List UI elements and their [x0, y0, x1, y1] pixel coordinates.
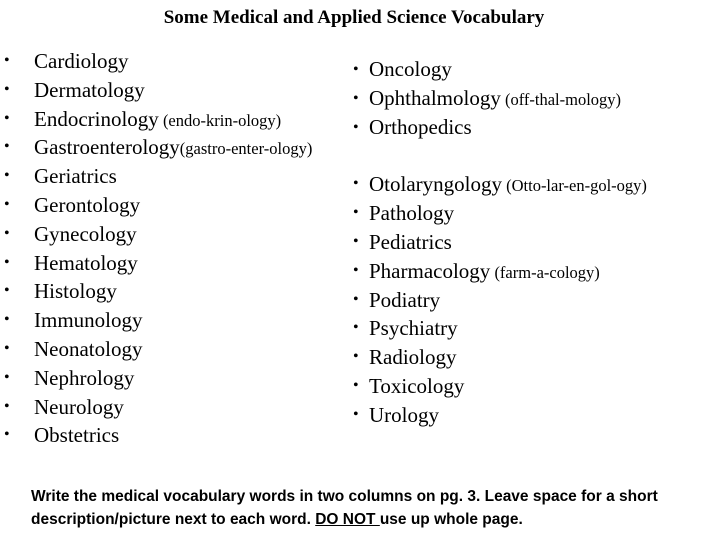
bullet-icon: •	[353, 406, 359, 424]
vocabulary-word	[34, 421, 119, 450]
bullet-icon: •	[353, 290, 359, 308]
pronunciation-hint: (farm-a-cology)	[490, 262, 600, 282]
bullet-icon: •	[4, 339, 10, 357]
word-text: Oncology	[369, 57, 452, 81]
word-text: Geriatrics	[34, 164, 117, 189]
word-text: Psychiatry	[369, 316, 458, 341]
instructions-part1: Write the medical vocabulary words in two columns on pg. 3. Leave space for a short description/picture next to each word.	[31, 488, 658, 528]
bullet-icon: •	[353, 261, 359, 279]
word-text: Histology	[34, 279, 117, 304]
word-text: Toxicology	[369, 374, 465, 399]
vocabulary-word	[34, 277, 117, 306]
pronunciation-hint: (Otto-lar-en-gol-ogy)	[501, 176, 647, 195]
bullet-icon: •	[4, 195, 10, 213]
vocabulary-word	[34, 47, 129, 76]
bullet-icon: •	[4, 138, 10, 156]
instructions-emphasis: DO NOT	[315, 511, 380, 528]
bullet-icon: •	[353, 175, 359, 192]
word-text: Urology	[369, 403, 439, 428]
word-text: Otolaryngology	[369, 172, 502, 196]
bullet-icon: •	[353, 90, 359, 107]
word-text: Pathology	[369, 200, 455, 225]
word-text: Neonatology	[34, 336, 143, 361]
vocabulary-word	[369, 401, 439, 430]
word-text: Pharmacology	[369, 258, 491, 283]
word-text: Dermatology	[34, 77, 145, 102]
vocabulary-word	[34, 306, 143, 335]
bullet-icon: •	[353, 377, 359, 395]
bullet-icon: •	[353, 119, 359, 136]
word-text: Gynecology	[34, 221, 137, 246]
vocabulary-word	[369, 314, 458, 343]
bullet-icon: •	[353, 203, 359, 221]
bullet-icon: •	[4, 368, 10, 386]
instructions-text	[31, 485, 711, 531]
vocabulary-word	[369, 113, 472, 142]
bullet-icon: •	[353, 61, 359, 78]
vocabulary-word	[369, 199, 454, 228]
bullet-icon: •	[4, 224, 10, 242]
vocabulary-word	[369, 372, 464, 401]
vocabulary-word	[369, 343, 457, 372]
page-title: Some Medical and Applied Science Vocabulary	[163, 7, 545, 28]
word-text: Radiology	[369, 345, 457, 370]
word-text: Orthopedics	[369, 115, 472, 139]
word-text: Pediatrics	[369, 229, 452, 254]
pronunciation-hint: (gastro-enter-ology)	[179, 139, 313, 159]
vocabulary-word	[34, 335, 142, 364]
pronunciation-hint: (endo-krin-ology)	[158, 110, 282, 130]
vocabulary-word	[369, 257, 600, 288]
bullet-icon: •	[4, 311, 10, 329]
bullet-icon: •	[353, 319, 359, 337]
vocabulary-word	[369, 286, 440, 315]
bullet-icon: •	[4, 426, 10, 444]
bullet-icon: •	[4, 109, 10, 127]
vocabulary-word	[34, 105, 281, 136]
bullet-icon: •	[4, 80, 10, 98]
word-text: Gastroenterology	[34, 135, 180, 160]
vocabulary-word	[34, 220, 137, 249]
word-text: Podiatry	[369, 287, 441, 312]
bullet-icon: •	[4, 282, 10, 300]
pronunciation-hint: (off-thal-mology)	[500, 90, 622, 109]
vocabulary-word	[369, 170, 647, 201]
vocabulary-word	[34, 364, 134, 393]
word-text: Ophthalmology	[369, 86, 501, 110]
bullet-icon: •	[4, 167, 10, 185]
vocabulary-word	[369, 228, 452, 257]
word-text: Hematology	[34, 250, 138, 275]
bullet-icon: •	[353, 348, 359, 366]
instructions-part2: use up whole page.	[379, 511, 523, 528]
vocabulary-word	[34, 76, 145, 105]
word-text: Neurology	[34, 394, 124, 419]
vocabulary-word	[369, 84, 621, 114]
vocabulary-word	[34, 393, 124, 422]
word-text: Nephrology	[34, 365, 135, 390]
word-text: Obstetrics	[34, 423, 120, 448]
bullet-icon: •	[4, 253, 10, 271]
bullet-icon: •	[353, 232, 359, 250]
bullet-icon: •	[4, 52, 10, 69]
vocabulary-word	[369, 55, 452, 84]
vocabulary-word	[34, 191, 140, 220]
word-text: Cardiology	[34, 49, 129, 73]
vocabulary-word	[34, 162, 117, 191]
vocabulary-word	[34, 249, 138, 278]
word-text: Endocrinology	[34, 106, 159, 131]
vocabulary-word	[34, 133, 312, 164]
bullet-icon: •	[4, 397, 10, 415]
word-text: Gerontology	[34, 192, 141, 217]
word-text: Immunology	[34, 308, 143, 333]
